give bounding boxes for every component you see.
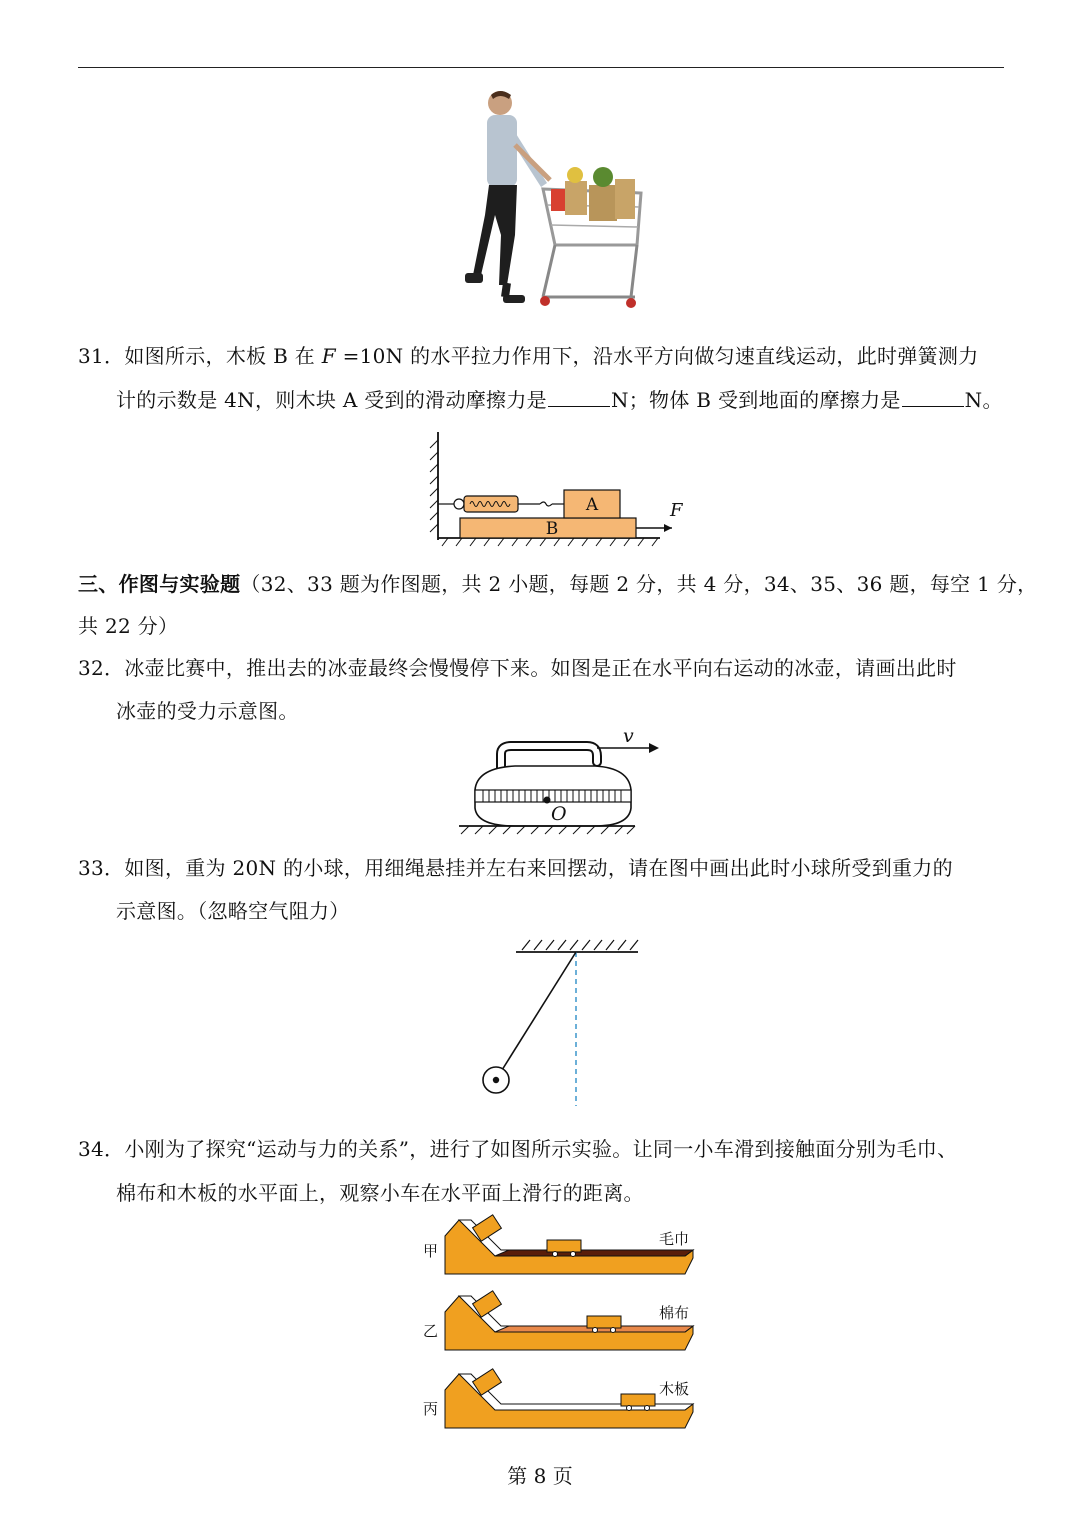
q32-line1: 32．冰壶比赛中，推出去的冰壶最终会慢慢停下来。如图是正在水平向右运动的冰壶，请画出此时 [78, 656, 957, 680]
q31-line2: 计的示数是 4N，则木块 A 受到的滑动摩擦力是 N；物体 B 受到地面的摩擦力是 N。 [116, 388, 1003, 412]
top-rule [78, 67, 1004, 68]
q34-ramp-experiment-figure [415, 1212, 705, 1434]
shopping-cart-figure [455, 85, 655, 317]
label-v: v [623, 728, 634, 747]
label-a: A [585, 495, 599, 515]
section3-note-cont: 共 22 分） [78, 614, 179, 638]
q34-line1: 34．小刚为了探究“运动与力的关系”，进行了如图所示实验。让同一小车滑到接触面分别为毛巾、 [78, 1137, 958, 1161]
section3-heading: 三、作图与实验题（32、33 题为作图题，共 2 小题，每题 2 分，共 4 分，34、35、36 题，每空 1 分， [78, 572, 1038, 596]
q31-spring-scale-figure [428, 430, 688, 548]
surface-label-1: 毛巾 [659, 1230, 690, 1248]
ramp-row-1 [423, 1215, 693, 1274]
row-label-1: 甲 [423, 1242, 439, 1260]
surface-label-3: 木板 [659, 1380, 690, 1398]
q31-line1: 31．如图所示，木板 B 在 F =10N 的水平拉力作用下，沿水平方向做匀速直线运动，此时弹簧测力 [78, 344, 979, 368]
ramp-row-2 [423, 1291, 693, 1350]
q32-line2: 冰壶的受力示意图。 [116, 699, 299, 723]
q32-curling-stone-figure [455, 728, 670, 836]
surface-label-2: 棉布 [659, 1304, 690, 1322]
label-f: F [670, 500, 683, 521]
q34-line2: 棉布和木板的水平面上，观察小车在水平面上滑行的距离。 [116, 1181, 644, 1205]
row-label-2: 乙 [423, 1322, 439, 1340]
row-label-3: 丙 [423, 1400, 439, 1418]
page-number: 第 8 页 [507, 1464, 573, 1488]
q33-line2: 示意图。（忽略空气阻力） [116, 899, 350, 923]
answer-blank-1[interactable] [548, 390, 610, 407]
q33-pendulum-figure [470, 930, 642, 1108]
q33-line1: 33．如图，重为 20N 的小球，用细绳悬挂并左右来回摆动，请在图中画出此时小球所受到重力的 [78, 856, 953, 880]
label-o: O [551, 803, 567, 825]
label-b: B [545, 519, 559, 539]
answer-blank-2[interactable] [902, 390, 964, 407]
ramp-row-3 [423, 1369, 693, 1428]
